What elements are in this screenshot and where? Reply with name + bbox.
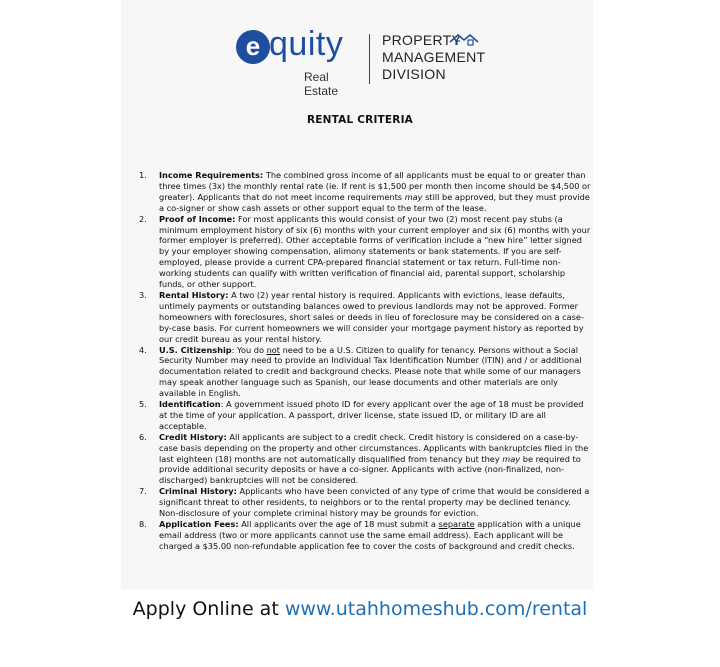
criteria-term: Income Requirements: — [159, 170, 264, 180]
criteria-text: be declined tenancy. Non-disclosure of your complete criminal history may be grounds for eviction. — [159, 497, 571, 519]
criteria-number: 6. — [139, 431, 147, 442]
criteria-text: may — [404, 191, 423, 202]
house-icon — [449, 33, 479, 47]
criteria-list — [139, 170, 591, 552]
criteria-number: 8. — [139, 519, 147, 529]
logo-divider — [369, 34, 370, 84]
criteria-text: : A government issued photo ID for every applicant over the age of 18 must be provided at the time of your application. A passport, driver license, state issued ID, or military ID are all acceptable. — [159, 399, 584, 431]
criteria-number: 2. — [139, 213, 147, 224]
criteria-text: application with a unique email address (two or more applicants cannot use the same email address). Each applicant will be charged a $35.00 non-refundable application fee to cover the costs of background and credit checks. — [159, 519, 581, 551]
document-title: RENTAL CRITERIA — [306, 114, 414, 126]
criteria-term: Criminal History: — [159, 486, 237, 497]
criteria-term: Identification — [159, 399, 221, 410]
criteria-text: may — [502, 453, 521, 464]
division-line-3: DIVISION — [382, 66, 446, 82]
criteria-item — [139, 214, 591, 290]
criteria-number: 7. — [139, 486, 147, 497]
criteria-text: All applicants over the age of 18 must submit a — [238, 519, 439, 529]
criteria-number: 1. — [139, 170, 147, 180]
criteria-item — [139, 519, 591, 552]
criteria-text: may — [465, 497, 484, 508]
criteria-item — [139, 170, 591, 214]
division-line-2: MANAGEMENT — [382, 49, 486, 65]
logo-subtitle: Real Estate — [304, 70, 339, 98]
criteria-item — [139, 486, 591, 519]
criteria-text: A two (2) year rental history is required. Applicants with evictions, lease defaults, untimely payments or outstanding balances owed to previous landlords may not be approved. Former homeowners with foreclosures, short sales or deeds in lieu of foreclosure may be considered on a case- by-case basis. For current homeowners we will consider your mortgage payment history as reported by our credit bureau as your rental history. — [159, 289, 584, 344]
criteria-number: 3. — [139, 289, 147, 300]
criteria-text: separate — [438, 519, 475, 529]
criteria-number: 5. — [139, 399, 147, 410]
apply-link[interactable]: www.utahhomeshub.com/rental — [284, 598, 588, 620]
criteria-number: 4. — [139, 344, 147, 355]
criteria-term: U.S. Citizenship — [159, 344, 232, 355]
criteria-item — [139, 290, 591, 345]
criteria-term: Application Fees: — [159, 519, 239, 529]
criteria-text: need to be a U.S. Citizen to qualify for tenancy. Persons without a Social Security Number may need to provide an Individual Tax Identification Number (ITIN) and / or additional documentation related to credit and background checks. Please note that while some of our managers may speak another language such as Spanish, our lease documents and other materials are only available in English. — [159, 344, 582, 399]
criteria-text: The combined gross income of all applicants must be equal to or greater than three times (3x) the monthly rental rate (ie. If rent is $1,500 per month then income should be $4,500 or greater). Applicants that do not meet income requirements — [159, 170, 591, 202]
criteria-text: still be approved, but they must provide a co-signer or show cash assets or other support equal to the term of the lease. — [159, 191, 590, 213]
apply-online-line — [0, 598, 720, 620]
criteria-text: not — [266, 344, 280, 355]
criteria-item — [139, 399, 591, 432]
criteria-text: be required to provide additional security deposits or have a co-signer. Applicants with active (non-finalized, non-discharged) bankruptcies will not be considered. — [159, 453, 581, 486]
apply-prefix: Apply Online at — [132, 598, 285, 620]
criteria-text: All applicants are subject to a credit check. Credit history is considered on a case-by- case basis depending on the property and other circumstances. Applicants with bankruptcies filed in the last eighteen (18) months are not automatically disqualified from tenancy but they — [159, 431, 589, 464]
criteria-text: Applicants who have been convicted of any type of crime that would be considered a significant threat to other residents, to neighbors or to the rental property — [159, 486, 590, 508]
criteria-item — [139, 345, 591, 400]
criteria-term: Rental History: — [159, 289, 229, 300]
criteria-term: Proof of Income: — [159, 213, 236, 224]
logo-e-circle: e — [236, 30, 270, 64]
division-line-1: PROPERTY — [382, 32, 462, 48]
criteria-text: : You do — [231, 344, 267, 355]
criteria-item — [139, 432, 591, 487]
criteria-text: For most applicants this would consist of your two (2) most recent pay stubs (a minimum employment history of six (6) months with your current employer and six (6) months with your former employer is preferred). Other acceptable forms of verification include a “new hire” letter signed by your employer showing compensation, alimony statements or bank statements. If you are self-employed, please provide a current CPA-prepared financial statement or tax return. Full-time non-working students can qualify with written verification of financial aid, parental support, scholarship funds, or other support. — [159, 213, 591, 290]
criteria-term: Credit History: — [159, 431, 227, 442]
logo-wordmark: quity — [269, 25, 344, 63]
